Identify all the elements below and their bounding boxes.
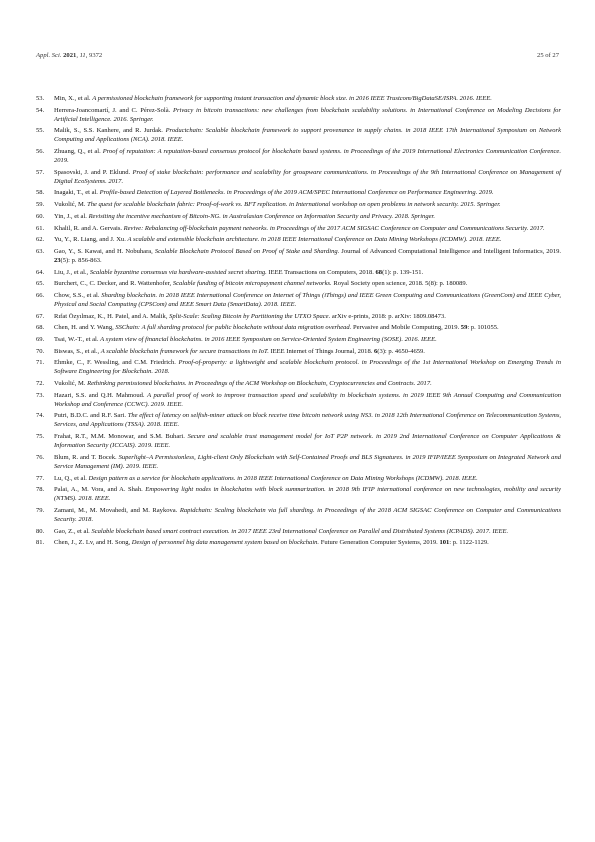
reference-text [54, 379, 561, 388]
reference-venue: in Proceedings of the 2019 ACM/SPEC International Conference on Performance Engineering. 2019. [226, 189, 494, 197]
reference-number: 67. [36, 312, 45, 320]
reference-venue: Royal Society open science, 2018. 5(8): p. 180089. [333, 280, 468, 288]
reference-authors: Vukolić, M. [54, 380, 88, 388]
journal-year: 2021 [63, 52, 77, 59]
reference-item [36, 235, 561, 244]
reference-venue: in Proceedings of the 1st International Workshop on Emerging Trends in Software Engineering for Blockchain. 2018. [54, 359, 561, 376]
reference-title: A permissioned blockchain framework for supporting instant transaction and dynamic block size. [92, 95, 348, 102]
reference-authors: Frahat, R.T., M.M. Monowar, and S.M. Buhari. [54, 433, 188, 441]
reference-venue: in Australasian Conference on Information Security and Privacy. 2018. Springer. [222, 212, 435, 220]
reference-text [54, 323, 561, 332]
journal-citation: Appl. Sci. 2021, 11, 9372 [36, 52, 103, 59]
reference-venue: in 2019 IFIP/IEEE Symposium on Integrated Network and Service Management (IM). 2019. IEEE. [54, 453, 561, 470]
reference-text [54, 200, 561, 209]
reference-title: Profile-based Detection of Layered Bottlenecks. [99, 189, 226, 197]
reference-number: 70. [36, 347, 45, 355]
reference-authors: Blum, R. and T. Bocek. [54, 453, 119, 461]
reference-item [36, 323, 561, 332]
reference-authors: Biswas, S., et al., [54, 347, 101, 355]
reference-text [54, 432, 561, 450]
reference-pages: (3): p. 4650-4659. [377, 347, 425, 355]
reference-authors: Chen, J., Z. Lv, and H. Song, [54, 539, 132, 547]
reference-item [36, 224, 561, 233]
reference-number: 75. [36, 433, 45, 441]
reference-text [54, 188, 561, 197]
reference-venue: in Proceedings of the 2017 ACM SIGSAC Conference on Computer and Communications Security. 2017. [269, 224, 545, 232]
reference-item [36, 411, 561, 429]
reference-number: 76. [36, 453, 45, 461]
reference-title: Scalable Blockchain Protocol Based on Proof of Stake and Sharding. [154, 247, 340, 255]
reference-volume: 101 [439, 539, 450, 547]
journal-volume: 11 [79, 52, 86, 59]
reference-title: A scalable blockchain framework for secure transactions in IoT. [100, 347, 269, 355]
reference-venue: in International Conference on Modeling Decisions for Artificial Intelligence. 2016. Springer. [54, 106, 561, 123]
reference-authors: Tsai, W.-T., et al. [54, 336, 101, 343]
running-header [36, 52, 559, 59]
reference-title: Scalable byzantine consensus via hardware-assisted secret sharing. [89, 268, 267, 276]
reference-number: 77. [36, 474, 45, 482]
reference-venue: in 2017 IEEE 23rd International Conference on Parallel and Distributed Systems (ICPADS). 2017. IEEE. [231, 527, 509, 535]
reference-venue: IEEE Transactions on Computers, 2018. [268, 268, 374, 276]
reference-item [36, 312, 561, 321]
reference-title: A parallel proof of work to improve transaction speed and scalability in blockchain systems. [147, 391, 401, 399]
reference-text [54, 168, 561, 186]
reference-number: 61. [36, 224, 45, 232]
reference-venue: in 2019 2nd International Conference on Computer Applications & Information Security (ICCAIS). 2019. IEEE. [54, 433, 562, 450]
reference-number: 56. [36, 148, 45, 156]
reference-venue: in Proceedings of the 2019 International Electronics Communication Conference. 2019. [54, 148, 561, 165]
reference-text [54, 291, 561, 309]
reference-number: 58. [36, 189, 45, 197]
reference-authors: Rıfat Özyılmaz, K., H. Patel, and A. Malik, [54, 312, 170, 320]
reference-number: 63. [36, 247, 45, 255]
reference-text [54, 474, 561, 483]
reference-title: Privacy in bitcoin transactions: new challenges from blockchain scalability solutions. [172, 106, 408, 114]
reference-text [54, 235, 561, 244]
reference-authors: Burchert, C., C. Decker, and R. Wattenhofer, [54, 280, 173, 288]
reference-venue: in Proceedings of the 9th International Conference on Management of Digital EcoSystems. 2017. [54, 168, 561, 185]
reference-number: 54. [36, 106, 45, 114]
reference-pages: : p. 1122-1129. [449, 539, 489, 547]
reference-number: 53. [36, 95, 45, 102]
reference-title: Revive: Rebalancing off-blockchain payment networks. [123, 224, 269, 232]
reference-item [36, 168, 561, 186]
reference-text [54, 506, 561, 524]
reference-title: Superlight–A Permissionless, Light-client Only Blockchain with Self-Contained Proofs and BLS Signatures. [118, 453, 404, 461]
reference-number: 78. [36, 486, 45, 494]
reference-number: 73. [36, 391, 45, 399]
reference-volume: 68 [375, 268, 383, 276]
reference-authors: Inagaki, T., et al. [54, 189, 100, 197]
reference-text [54, 247, 561, 265]
reference-authors: Chen, H. and Y. Wang, [54, 324, 116, 332]
reference-authors: Palai, A., M. Vora, and A. Shah. [54, 486, 146, 494]
reference-venue: in 2018 IEEE International Conference on Internet of Things (iThings) and IEEE Green Computing and Communications (GreenCom) and IEEE Cyber, Physical and Social Computing (CPSCom) and IEEE Smart Data (SmartData). 2018. IEEE. [54, 291, 561, 308]
reference-text [54, 106, 561, 124]
page-number: 25 of 27 [537, 52, 559, 59]
reference-title: Scalable funding of bitcoin micropayment channel networks. [172, 280, 332, 288]
reference-venue: in 2016 IEEE Trustcom/BigDataSE/ISPA. 2016. IEEE. [349, 95, 492, 102]
reference-pages: (1): p. 139-151. [382, 268, 424, 276]
reference-item [36, 506, 561, 524]
reference-number: 80. [36, 527, 45, 535]
reference-venue: Future Generation Computer Systems, 2019. [320, 539, 438, 547]
reference-venue: IEEE Internet of Things Journal, 2018. [270, 347, 373, 355]
reference-authors: Malik, S., S.S. Kanhere, and R. Jurdak. [54, 127, 166, 135]
reference-venue: Pervasive and Mobile Computing, 2019. [352, 324, 460, 332]
reference-item [36, 474, 561, 483]
reference-number: 69. [36, 336, 45, 343]
reference-number: 64. [36, 268, 45, 276]
reference-authors: Yu, Y., R. Liang, and J. Xu. [54, 236, 128, 244]
reference-text [54, 411, 561, 429]
reference-title: The effect of latency on selfish-miner attack on block receive time bitcoin network using NS3. [127, 412, 374, 420]
reference-text [54, 312, 561, 321]
reference-title: Proof-of-property: a lightweight and scalable blockchain protocol. [178, 359, 360, 367]
reference-title: A scalable and extensible blockchain architecture. [127, 236, 260, 244]
reference-item [36, 147, 561, 165]
reference-authors: Herrera-Joancomartí, J. and C. Pérez-Solà. [54, 106, 173, 114]
reference-volume: 59 [460, 324, 468, 332]
reference-authors: Zamani, M., M. Movahedi, and M. Raykova. [54, 506, 180, 514]
reference-number: 81. [36, 539, 45, 547]
reference-text [54, 527, 561, 536]
reference-authors: Liu, J., et al., [54, 268, 90, 276]
reference-text [54, 391, 561, 409]
reference-number: 72. [36, 380, 45, 388]
journal-name: Appl. Sci. [36, 52, 62, 59]
reference-number: 71. [36, 359, 45, 367]
reference-venue: Journal of Advanced Computational Intelligence and Intelligent Informatics, 2019. [341, 247, 562, 255]
reference-title: Empowering light nodes in blockchains with block summarization. [145, 486, 326, 494]
article-number: 9372 [89, 52, 103, 59]
reference-venue: in Proceedings of the 2018 ACM SIGSAC Conference on Computer and Communications Security. 2018. [54, 506, 562, 523]
reference-text [54, 212, 561, 221]
reference-venue: in International workshop on open problems in network security. 2015. Springer. [289, 201, 501, 209]
reference-text [54, 485, 561, 503]
reference-title: A system view of financial blockchains. [100, 336, 203, 343]
reference-authors: Min, X., et al. [54, 95, 93, 102]
reference-title: Design of personnel big data management system based on blockchain. [131, 539, 320, 547]
reference-item [36, 279, 561, 288]
reference-venue: in 2018 IEEE International Conference on Data Mining Workshops (ICDMW). 2018. IEEE. [260, 236, 502, 244]
reference-number: 59. [36, 201, 45, 209]
reference-title: Secure and scalable trust management model for IoT P2P network. [187, 433, 374, 441]
reference-number: 66. [36, 291, 45, 299]
reference-authors: Putri, B.D.C. and R.F. Sari. [54, 412, 128, 420]
reference-number: 74. [36, 412, 45, 420]
reference-authors: Gao, Y., S. Kawai, and H. Nobuhara, [54, 247, 155, 255]
reference-title: Productchain: Scalable blockchain framework to support provenance in supply chains. [165, 127, 403, 135]
reference-volume: 6 [374, 347, 378, 355]
reference-list [36, 94, 561, 550]
reference-text [54, 224, 561, 233]
reference-item [36, 379, 561, 388]
reference-venue: in 2018 IEEE 17th International Symposium on Network Computing and Applications (NCA). 2018. IEEE. [54, 127, 562, 144]
reference-title: Sharding blockchain. [101, 291, 158, 299]
reference-item [36, 538, 561, 547]
reference-item [36, 200, 561, 209]
reference-pages: (5): p. 856-863. [60, 256, 102, 264]
reference-number: 57. [36, 168, 45, 176]
reference-title: Proof of reputation: A reputation-based consensus protocol for blockchain based systems. [102, 148, 342, 156]
reference-item [36, 291, 561, 309]
reference-title: Split-Scale: Scaling Bitcoin by Partitioning the UTXO Space. [169, 312, 331, 320]
reference-authors: Spasovski, J. and P. Eklund. [54, 168, 133, 176]
reference-authors: Lu, Q., et al. [54, 474, 89, 482]
reference-authors: Khalil, R. and A. Gervais. [54, 224, 124, 232]
reference-volume: 23 [54, 256, 61, 264]
reference-authors: Chow, S.S., et al. [54, 291, 102, 299]
reference-item [36, 268, 561, 277]
reference-authors: Vukolić, M. [54, 201, 88, 209]
reference-item [36, 358, 561, 376]
reference-venue: in 2018 9th IFIP international conference on new technologies, mobility and security (NTMS). 2018. IEEE. [54, 486, 562, 503]
reference-item [36, 247, 561, 265]
reference-text [54, 335, 561, 344]
reference-title: Design pattern as a service for blockchain applications. [88, 474, 236, 482]
reference-title: SSChain: A full sharding protocol for public blockchain without data migration overhead. [115, 324, 352, 332]
reference-authors: Yin, J., et al. [54, 212, 89, 220]
reference-number: 55. [36, 127, 45, 135]
reference-item [36, 432, 561, 450]
reference-title: Rethinking permissioned blockchains. [87, 380, 187, 388]
reference-item [36, 453, 561, 471]
reference-venue: in 2018 IEEE International Conference on Data Mining Workshops (ICDMW). 2018. IEEE. [237, 474, 478, 482]
reference-text [54, 94, 561, 103]
reference-text [54, 453, 561, 471]
reference-text [54, 279, 561, 288]
reference-pages: : p. 101055. [467, 324, 499, 332]
reference-item [36, 527, 561, 536]
reference-item [36, 126, 561, 144]
reference-venue: in Proceedings of the ACM Workshop on Blockchain, Cryptocurrencies and Contracts. 2017. [188, 380, 432, 388]
reference-title: Rapidchain: Scaling blockchain via full sharding. [179, 506, 315, 514]
reference-item [36, 485, 561, 503]
reference-item [36, 212, 561, 221]
reference-venue: in 2018 12th International Conference on Telecommunication Systems, Services, and Applications (TSSA). 2018. IEEE. [54, 412, 562, 429]
reference-title: Proof of stake blockchain: performance and scalability for groupware communications. [132, 168, 369, 176]
reference-item [36, 188, 561, 197]
reference-authors: Zhuang, Q., et al. [54, 148, 103, 156]
reference-text [54, 147, 561, 165]
reference-authors: Hazari, S.S. and Q.H. Mahmoud. [54, 391, 148, 399]
reference-text [54, 347, 561, 356]
reference-title: Scalable blockchain based smart contract execution. [91, 527, 230, 535]
reference-title: The quest for scalable blockchain fabric: Proof-of-work vs. BFT replication. [87, 201, 288, 209]
reference-title: Revisiting the incentive mechanism of Bitcoin-NG. [88, 212, 221, 220]
reference-venue: in 2019 IEEE 9th Annual Computing and Communication Workshop and Conference (CCWC). 2019. IEEE. [54, 391, 561, 408]
reference-number: 68. [36, 324, 45, 332]
reference-item [36, 391, 561, 409]
reference-text [54, 126, 561, 144]
reference-item [36, 106, 561, 124]
reference-text [54, 358, 561, 376]
reference-authors: Ehmke, C., F. Wessling, and C.M. Friedrich. [54, 359, 179, 367]
reference-venue: in 2016 IEEE Symposium on Service-Oriented System Engineering (SOSE). 2016. IEEE. [204, 336, 437, 343]
reference-number: 79. [36, 506, 45, 514]
reference-text [54, 538, 561, 547]
reference-number: 62. [36, 236, 45, 244]
reference-number: 65. [36, 280, 45, 288]
reference-authors: Gao, Z., et al. [54, 527, 92, 535]
reference-item [36, 94, 561, 103]
reference-text [54, 268, 561, 277]
reference-item [36, 335, 561, 344]
reference-number: 60. [36, 212, 45, 220]
reference-venue: arXiv e-prints, 2018: p. arXiv: 1809.08473. [331, 312, 446, 320]
reference-item [36, 347, 561, 356]
